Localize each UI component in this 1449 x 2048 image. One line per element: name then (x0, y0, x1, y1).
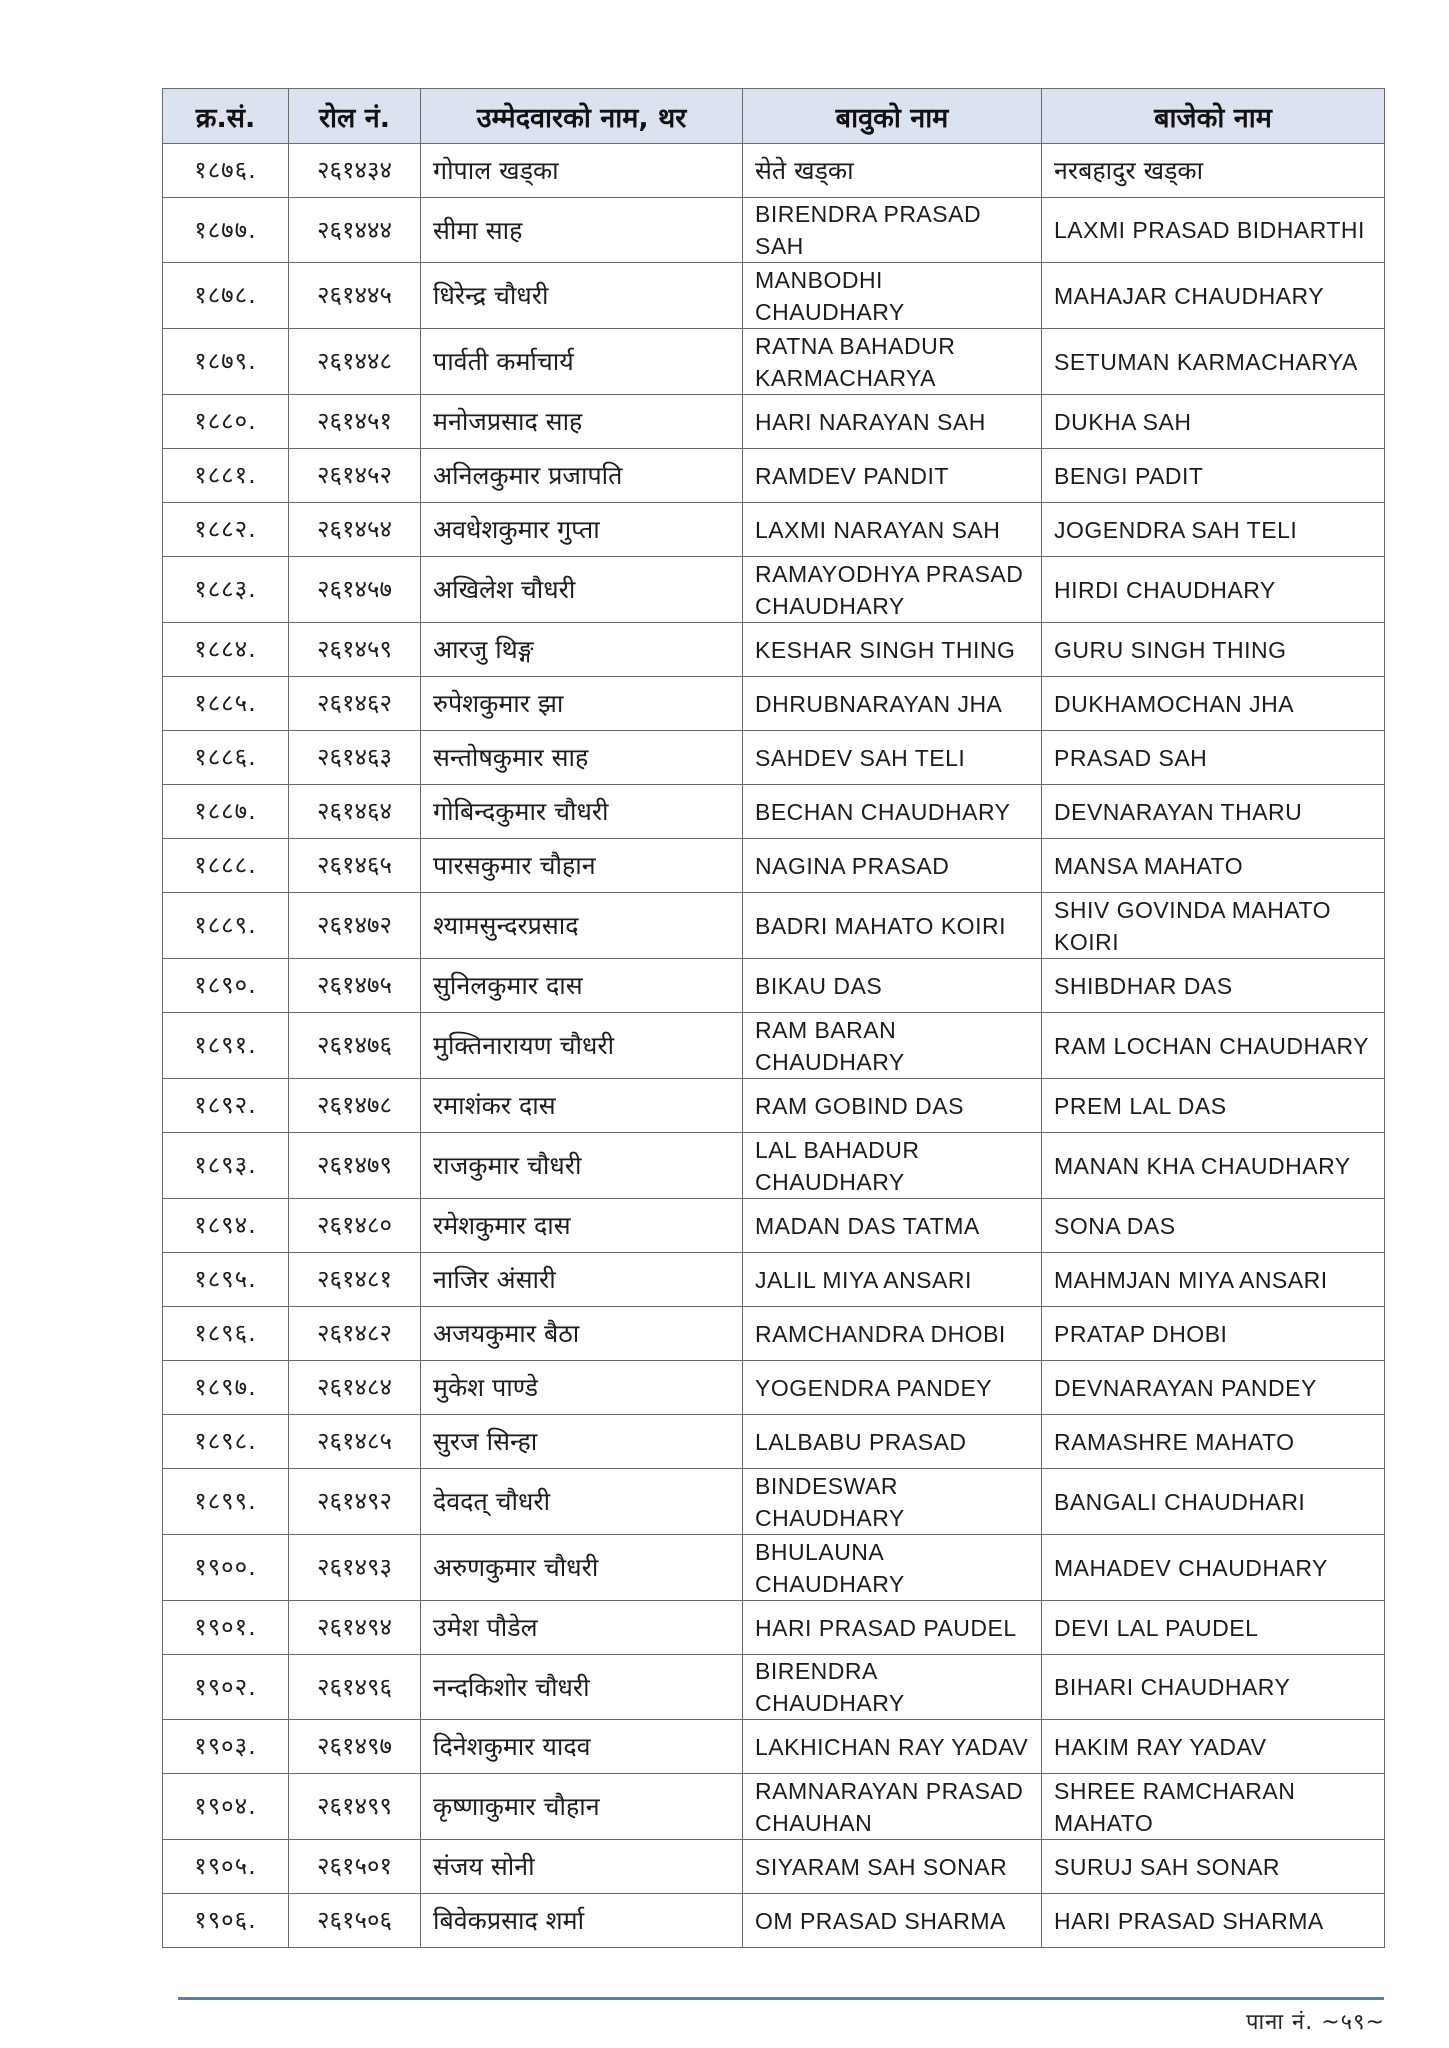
candidate-cell: संजय सोनी (421, 1840, 743, 1894)
grandfather-cell: MAHAJAR CHAUDHARY (1042, 263, 1385, 329)
father-cell: KESHAR SINGH THING (743, 623, 1042, 677)
page-number: पाना नं. ~५९~ (1245, 2010, 1385, 2035)
serial-cell: १८९७. (163, 1361, 289, 1415)
roll-cell: २६१४७९ (289, 1133, 421, 1199)
table-row (163, 623, 1385, 677)
roll-cell: २६१४८० (289, 1199, 421, 1253)
father-cell: NAGINA PRASAD (743, 839, 1042, 893)
father-cell: HARI PRASAD PAUDEL (743, 1601, 1042, 1655)
roll-cell: २६१४४५ (289, 263, 421, 329)
father-cell: LALBABU PRASAD (743, 1415, 1042, 1469)
serial-cell: १९०२. (163, 1655, 289, 1720)
grandfather-cell: SHIV GOVINDA MAHATO KOIRI (1042, 893, 1385, 959)
grandfather-cell: BANGALI CHAUDHARI (1042, 1469, 1385, 1535)
roll-cell: २६१४५७ (289, 557, 421, 623)
table-row (163, 1307, 1385, 1361)
table-row (163, 959, 1385, 1013)
table-row (163, 557, 1385, 623)
table-header (163, 89, 1385, 144)
serial-cell: १८७६. (163, 144, 289, 198)
roll-cell: २६१४८१ (289, 1253, 421, 1307)
father-cell: LAXMI NARAYAN SAH (743, 503, 1042, 557)
roll-cell: २६१४९३ (289, 1535, 421, 1601)
table-row (163, 839, 1385, 893)
father-cell: RAMAYODHYA PRASAD CHAUDHARY (743, 557, 1042, 623)
candidate-cell: अजयकुमार बैठा (421, 1307, 743, 1361)
roll-cell: २६१४८५ (289, 1415, 421, 1469)
grandfather-cell: SETUMAN KARMACHARYA (1042, 329, 1385, 395)
table-row (163, 1133, 1385, 1199)
grandfather-cell: HIRDI CHAUDHARY (1042, 557, 1385, 623)
father-cell: RAMCHANDRA DHOBI (743, 1307, 1042, 1361)
candidate-cell: रमाशंकर दास (421, 1079, 743, 1133)
candidate-cell: मुक्तिनारायण चौधरी (421, 1013, 743, 1079)
serial-cell: १८८३. (163, 557, 289, 623)
grandfather-cell: SONA DAS (1042, 1199, 1385, 1253)
roll-cell: २६१४८४ (289, 1361, 421, 1415)
roll-cell: २६१४६३ (289, 731, 421, 785)
table-row (163, 785, 1385, 839)
grandfather-cell: BIHARI CHAUDHARY (1042, 1655, 1385, 1720)
grandfather-cell: RAMASHRE MAHATO (1042, 1415, 1385, 1469)
table-row (163, 503, 1385, 557)
serial-cell: १८९२. (163, 1079, 289, 1133)
header-serial: क्र.सं. (163, 89, 289, 144)
father-cell: HARI NARAYAN SAH (743, 395, 1042, 449)
table-row (163, 1361, 1385, 1415)
father-cell: RAMDEV PANDIT (743, 449, 1042, 503)
candidate-cell: अरुणकुमार चौधरी (421, 1535, 743, 1601)
father-cell: BIRENDRA CHAUDHARY (743, 1655, 1042, 1720)
roll-cell: २६१४५४ (289, 503, 421, 557)
grandfather-cell: PREM LAL DAS (1042, 1079, 1385, 1133)
candidate-cell: अखिलेश चौधरी (421, 557, 743, 623)
header-candidate: उम्मेदवारको नाम, थर (421, 89, 743, 144)
father-cell: BADRI MAHATO KOIRI (743, 893, 1042, 959)
candidate-cell: सुनिलकुमार दास (421, 959, 743, 1013)
roll-cell: २६१४७६ (289, 1013, 421, 1079)
table-row (163, 144, 1385, 198)
candidate-cell: नाजिर अंसारी (421, 1253, 743, 1307)
serial-cell: १८९०. (163, 959, 289, 1013)
candidate-cell: आरजु थिङ्ग (421, 623, 743, 677)
table-row (163, 1079, 1385, 1133)
roll-cell: २६१४९२ (289, 1469, 421, 1535)
table-row (163, 395, 1385, 449)
serial-cell: १८९५. (163, 1253, 289, 1307)
roll-cell: २६१४७८ (289, 1079, 421, 1133)
grandfather-cell: DEVNARAYAN THARU (1042, 785, 1385, 839)
father-cell: MADAN DAS TATMA (743, 1199, 1042, 1253)
grandfather-cell: DUKHAMOCHAN JHA (1042, 677, 1385, 731)
serial-cell: १८८४. (163, 623, 289, 677)
roll-cell: २६१४६२ (289, 677, 421, 731)
roll-cell: २६१४५१ (289, 395, 421, 449)
roll-cell: २६१४६५ (289, 839, 421, 893)
serial-cell: १८८५. (163, 677, 289, 731)
father-cell: BIRENDRA PRASAD SAH (743, 198, 1042, 263)
candidate-cell: गोपाल खड्का (421, 144, 743, 198)
roll-cell: २६१४६४ (289, 785, 421, 839)
father-cell: BIKAU DAS (743, 959, 1042, 1013)
serial-cell: १८८१. (163, 449, 289, 503)
grandfather-cell: HAKIM RAY YADAV (1042, 1720, 1385, 1774)
father-cell: सेते खड्का (743, 144, 1042, 198)
roll-cell: २६१४३४ (289, 144, 421, 198)
table-row (163, 1601, 1385, 1655)
table-row (163, 1253, 1385, 1307)
table-row (163, 1655, 1385, 1720)
serial-cell: १९०५. (163, 1840, 289, 1894)
roll-cell: २६१४९९ (289, 1774, 421, 1840)
grandfather-cell: नरबहादुर खड्का (1042, 144, 1385, 198)
candidate-cell: रुपेशकुमार झा (421, 677, 743, 731)
table-row (163, 329, 1385, 395)
grandfather-cell: DEVNARAYAN PANDEY (1042, 1361, 1385, 1415)
candidate-cell: अवधेशकुमार गुप्ता (421, 503, 743, 557)
candidate-cell: पार्वती कर्माचार्य (421, 329, 743, 395)
candidate-cell: धिरेन्द्र चौधरी (421, 263, 743, 329)
father-cell: RAM BARAN CHAUDHARY (743, 1013, 1042, 1079)
table-row (163, 263, 1385, 329)
serial-cell: १८९४. (163, 1199, 289, 1253)
roll-cell: २६१४९७ (289, 1720, 421, 1774)
father-cell: BHULAUNA CHAUDHARY (743, 1535, 1042, 1601)
serial-cell: १८९१. (163, 1013, 289, 1079)
candidate-cell: नन्दकिशोर चौधरी (421, 1655, 743, 1720)
roll-cell: २६१५०१ (289, 1840, 421, 1894)
serial-cell: १९००. (163, 1535, 289, 1601)
father-cell: YOGENDRA PANDEY (743, 1361, 1042, 1415)
grandfather-cell: MANAN KHA CHAUDHARY (1042, 1133, 1385, 1199)
table-row (163, 1894, 1385, 1948)
roll-cell: २६१४८२ (289, 1307, 421, 1361)
roll-cell: २६१५०६ (289, 1894, 421, 1948)
father-cell: JALIL MIYA ANSARI (743, 1253, 1042, 1307)
candidate-cell: मनोजप्रसाद साह (421, 395, 743, 449)
father-cell: SAHDEV SAH TELI (743, 731, 1042, 785)
serial-cell: १८८९. (163, 893, 289, 959)
table-row (163, 1535, 1385, 1601)
father-cell: LAKHICHAN RAY YADAV (743, 1720, 1042, 1774)
grandfather-cell: PRATAP DHOBI (1042, 1307, 1385, 1361)
header-roll: रोल नं. (289, 89, 421, 144)
father-cell: BECHAN CHAUDHARY (743, 785, 1042, 839)
grandfather-cell: JOGENDRA SAH TELI (1042, 503, 1385, 557)
candidate-cell: राजकुमार चौधरी (421, 1133, 743, 1199)
roll-cell: २६१४४४ (289, 198, 421, 263)
serial-cell: १९०१. (163, 1601, 289, 1655)
serial-cell: १८८२. (163, 503, 289, 557)
serial-cell: १९०३. (163, 1720, 289, 1774)
serial-cell: १९०६. (163, 1894, 289, 1948)
candidate-cell: मुकेश पाण्डे (421, 1361, 743, 1415)
table-body (163, 144, 1385, 1948)
table-row (163, 1415, 1385, 1469)
father-cell: OM PRASAD SHARMA (743, 1894, 1042, 1948)
grandfather-cell: SHREE RAMCHARAN MAHATO (1042, 1774, 1385, 1840)
grandfather-cell: DUKHA SAH (1042, 395, 1385, 449)
header-father: बावुको नाम (743, 89, 1042, 144)
grandfather-cell: MAHADEV CHAUDHARY (1042, 1535, 1385, 1601)
candidate-cell: दिनेशकुमार यादव (421, 1720, 743, 1774)
serial-cell: १८७७. (163, 198, 289, 263)
table-row (163, 677, 1385, 731)
grandfather-cell: HARI PRASAD SHARMA (1042, 1894, 1385, 1948)
candidate-cell: पारसकुमार चौहान (421, 839, 743, 893)
serial-cell: १८७८. (163, 263, 289, 329)
table-row (163, 1720, 1385, 1774)
roll-cell: २६१४४८ (289, 329, 421, 395)
roll-cell: २६१४९४ (289, 1601, 421, 1655)
header-grandfather: बाजेको नाम (1042, 89, 1385, 144)
serial-cell: १८९९. (163, 1469, 289, 1535)
father-cell: DHRUBNARAYAN JHA (743, 677, 1042, 731)
candidate-cell: बिवेकप्रसाद शर्मा (421, 1894, 743, 1948)
table-row (163, 198, 1385, 263)
grandfather-cell: DEVI LAL PAUDEL (1042, 1601, 1385, 1655)
candidate-cell: देवदत् चौधरी (421, 1469, 743, 1535)
father-cell: RAM GOBIND DAS (743, 1079, 1042, 1133)
grandfather-cell: BENGI PADIT (1042, 449, 1385, 503)
roll-cell: २६१४७५ (289, 959, 421, 1013)
roll-cell: २६१४५९ (289, 623, 421, 677)
grandfather-cell: MANSA MAHATO (1042, 839, 1385, 893)
serial-cell: १८८७. (163, 785, 289, 839)
candidate-cell: सीमा साह (421, 198, 743, 263)
header-row (163, 89, 1385, 144)
grandfather-cell: LAXMI PRASAD BIDHARTHI (1042, 198, 1385, 263)
candidate-cell: कृष्णाकुमार चौहान (421, 1774, 743, 1840)
candidate-cell: श्यामसुन्दरप्रसाद (421, 893, 743, 959)
table-row (163, 1013, 1385, 1079)
serial-cell: १८७९. (163, 329, 289, 395)
roll-cell: २६१४९६ (289, 1655, 421, 1720)
serial-cell: १८९६. (163, 1307, 289, 1361)
father-cell: RAMNARAYAN PRASAD CHAUHAN (743, 1774, 1042, 1840)
table-row (163, 893, 1385, 959)
candidate-cell: गोबिन्दकुमार चौधरी (421, 785, 743, 839)
table-row (163, 731, 1385, 785)
roll-cell: २६१४७२ (289, 893, 421, 959)
grandfather-cell: MAHMJAN MIYA ANSARI (1042, 1253, 1385, 1307)
grandfather-cell: SHIBDHAR DAS (1042, 959, 1385, 1013)
table-row (163, 1840, 1385, 1894)
table-row (163, 1469, 1385, 1535)
table-row (163, 449, 1385, 503)
candidate-cell: अनिलकुमार प्रजापति (421, 449, 743, 503)
grandfather-cell: PRASAD SAH (1042, 731, 1385, 785)
serial-cell: १८८८. (163, 839, 289, 893)
results-table (162, 88, 1385, 1948)
candidate-cell: सन्तोषकुमार साह (421, 731, 743, 785)
serial-cell: १९०४. (163, 1774, 289, 1840)
grandfather-cell: RAM LOCHAN CHAUDHARY (1042, 1013, 1385, 1079)
father-cell: RATNA BAHADUR KARMACHARYA (743, 329, 1042, 395)
candidate-cell: उमेश पौडेल (421, 1601, 743, 1655)
grandfather-cell: SURUJ SAH SONAR (1042, 1840, 1385, 1894)
father-cell: LAL BAHADUR CHAUDHARY (743, 1133, 1042, 1199)
serial-cell: १८९८. (163, 1415, 289, 1469)
serial-cell: १८९३. (163, 1133, 289, 1199)
roll-cell: २६१४५२ (289, 449, 421, 503)
table-row (163, 1199, 1385, 1253)
grandfather-cell: GURU SINGH THING (1042, 623, 1385, 677)
father-cell: SIYARAM SAH SONAR (743, 1840, 1042, 1894)
father-cell: MANBODHI CHAUDHARY (743, 263, 1042, 329)
candidate-cell: रमेशकुमार दास (421, 1199, 743, 1253)
father-cell: BINDESWAR CHAUDHARY (743, 1469, 1042, 1535)
serial-cell: १८८६. (163, 731, 289, 785)
footer-divider (178, 1997, 1384, 2000)
serial-cell: १८८०. (163, 395, 289, 449)
table-row (163, 1774, 1385, 1840)
candidate-cell: सुरज सिन्हा (421, 1415, 743, 1469)
